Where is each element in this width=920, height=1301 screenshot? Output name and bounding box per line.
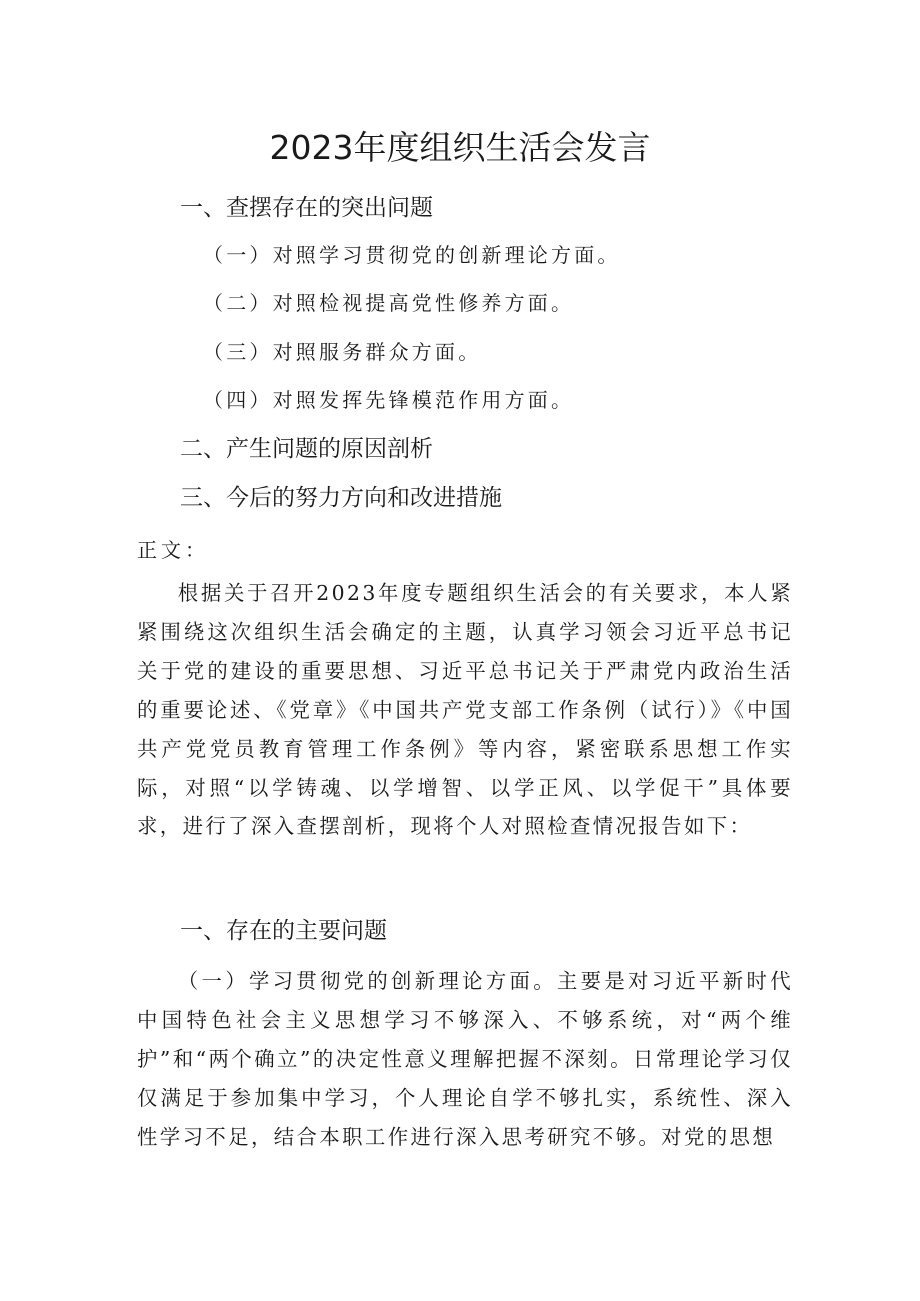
heading-main-problems: 一、存在的主要问题 [180, 918, 387, 944]
outline-section-1: 一、查摆存在的突出问题 [180, 195, 433, 221]
outline-section-2: 二、产生问题的原因剖析 [180, 436, 433, 462]
outline-item-3: （三）对照服务群众方面。 [203, 340, 482, 364]
body-label: 正文： [137, 538, 209, 562]
document-title: 2023年度组织生活会发言 [269, 128, 651, 167]
outline-section-3: 三、今后的努力方向和改进措施 [180, 485, 502, 511]
outline-item-1: （一）对照学习贯彻党的创新理论方面。 [203, 243, 621, 267]
outline-item-2: （二）对照检视提高党性修养方面。 [203, 291, 575, 315]
intro-paragraph: 根据关于召开2023年度专题组织生活会的有关要求，本人紧紧围绕这次组织生活会确定的主题，认真学习领会习近平总书记关于党的建设的重要思想、习近平总书记关于严肃党内政治生活的重要论述、《党章》《中国共产党支部工作条例（试行）》《中国共产党党员教育管理工作条例》等内容，紧密联系思想工作实际，对照“以学铸魂、以学增智、以学正风、以学促干”具体要求，进行了深入查摆剖析，现将个人对照检查情况报告如下： [137, 581, 793, 839]
problem-paragraph: （一）学习贯彻党的创新理论方面。主要是对习近平新时代中国特色社会主义思想学习不够深入、不够系统，对“两个维护”和“两个确立”的决定性意义理解把握不深刻。日常理论学习仅仅满足于参加集中学习，个人理论自学不够扎实，系统性、深入性学习不足，结合本职工作进行深入思考研究不够。对党的思想 [137, 969, 793, 1149]
outline-item-4: （四）对照发挥先锋模范作用方面。 [203, 388, 575, 412]
